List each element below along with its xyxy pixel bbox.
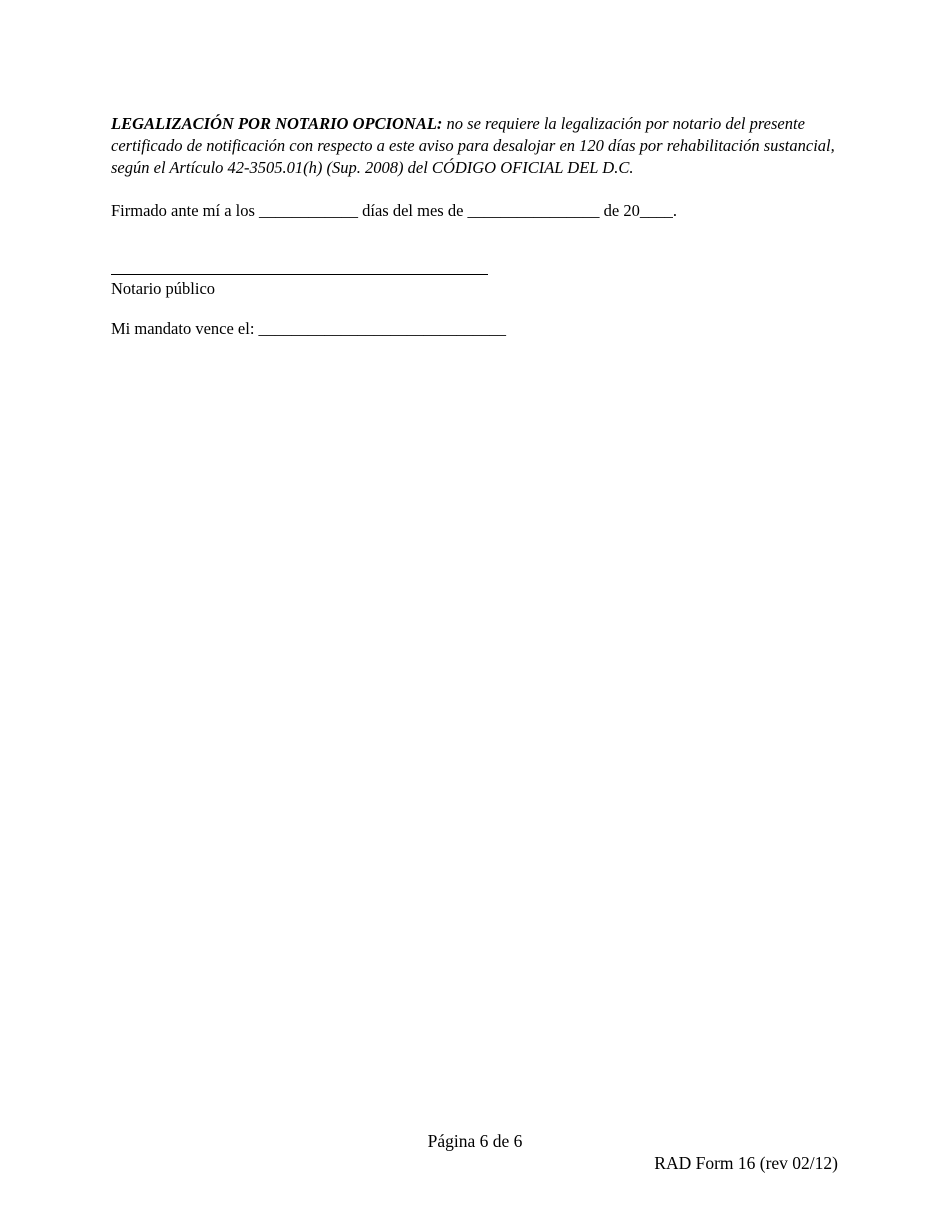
- signed-before-me-line: Firmado ante mí a los ____________ días del mes de ________________ de 20____.: [111, 201, 677, 220]
- form-identifier: RAD Form 16 (rev 02/12): [654, 1153, 838, 1173]
- notary-public-label: Notario público: [111, 279, 216, 298]
- notarization-body: no se requiere la legalización por notario del presente certificado de notificación con respecto a este aviso para desalojar en 120 días por rehabilitación sustancial, según el Artículo 42-3505.01(h) (Sup. 2008) del CÓDIGO OFICIAL DEL D.C.: [111, 114, 835, 177]
- notary-signature-line: [111, 274, 488, 275]
- optional-notarization-notice: [111, 113, 841, 179]
- page-number: Página 6 de 6: [427, 1131, 523, 1151]
- commission-expiration-line: Mi mandato vence el: ______________________________: [111, 319, 507, 338]
- notarization-heading: LEGALIZACIÓN POR NOTARIO OPCIONAL:: [111, 114, 443, 133]
